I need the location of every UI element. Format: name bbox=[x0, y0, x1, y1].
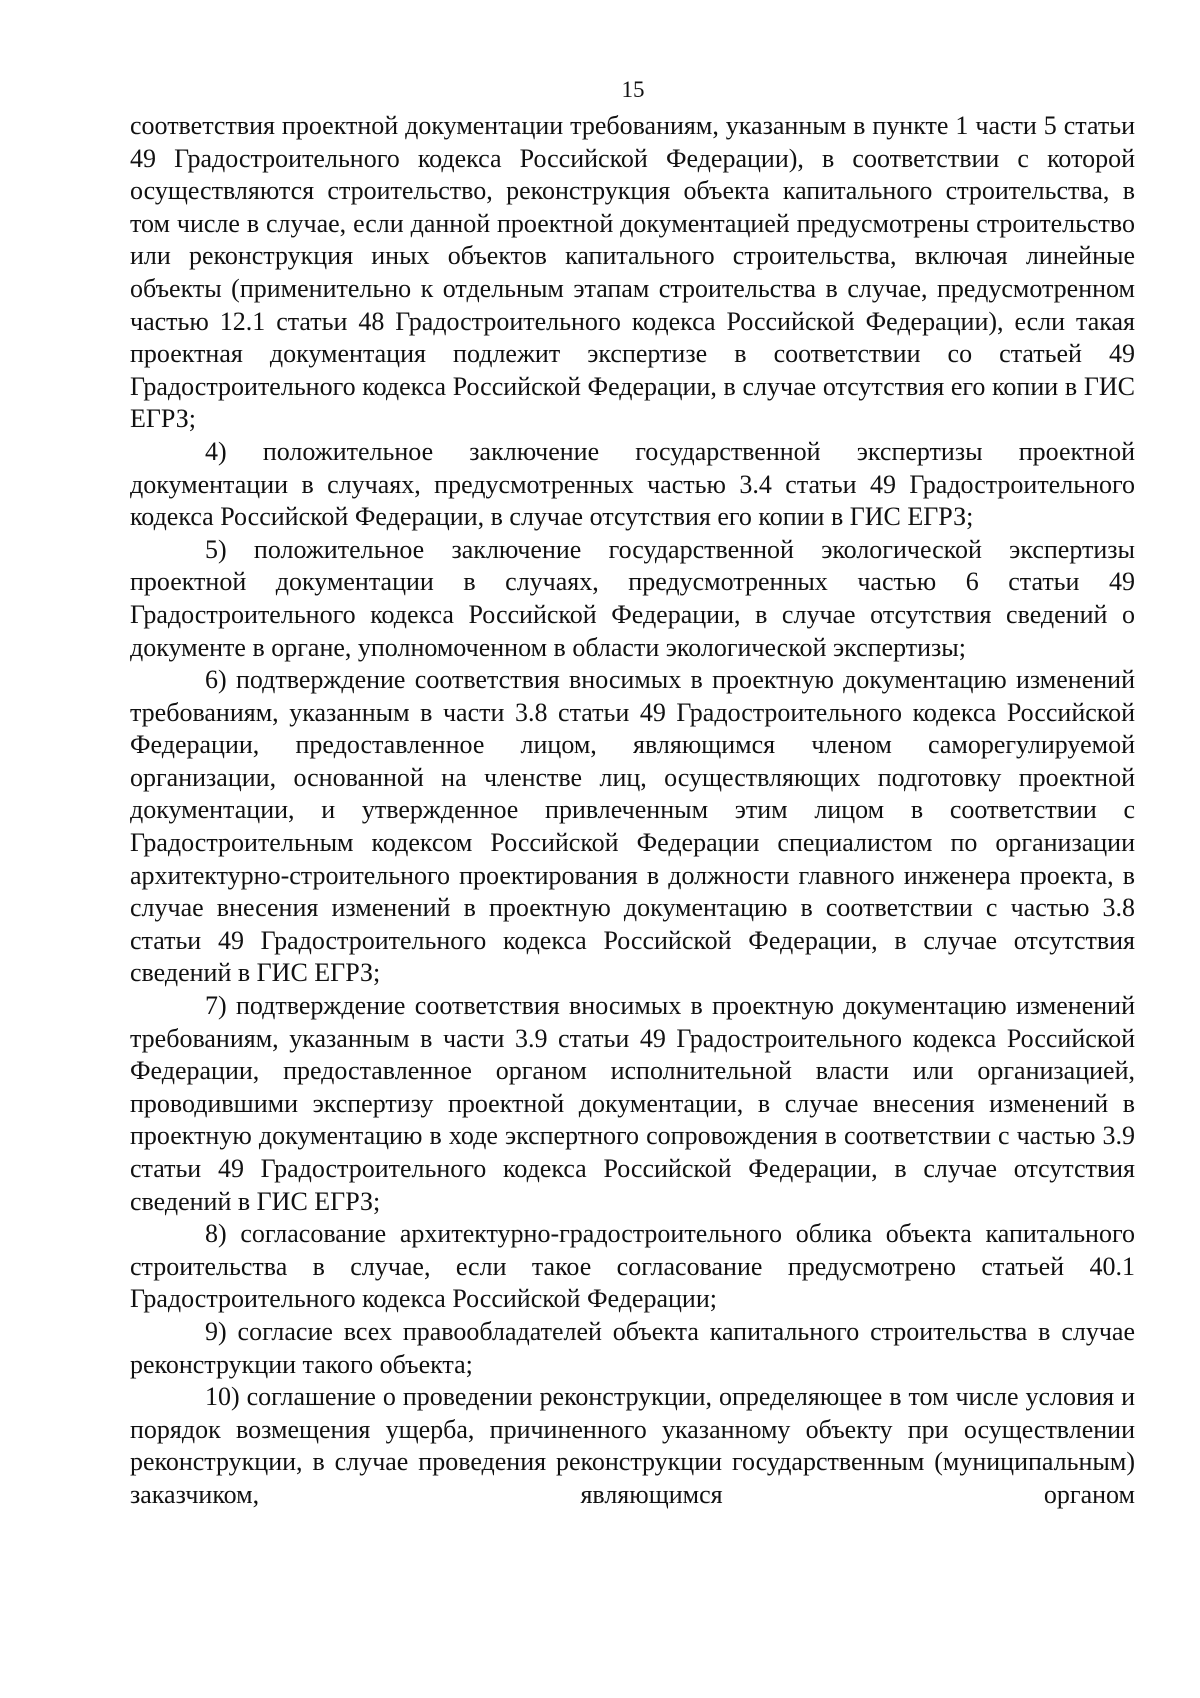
paragraph-continuation: соответствия проектной документации требованиям, указанным в пункте 1 части 5 статьи 49 Градостроительного кодекса Российской Федерации), в соответствии с которой осуществляются строительство, реконструкция объекта капитального строительства, в том числе в случае, если данной проектной документацией предусмотрены строительство или реконструкция иных объектов капитального строительства, включая линейные объекты (применительно к отдельным этапам строительства в случае, предусмотренном частью 12.1 статьи 48 Градостроительного кодекса Российской Федерации), если такая проектная документация подлежит экспертизе в соответствии со статьей 49 Градостроительного кодекса Российской Федерации, в случае отсутствия его копии в ГИС ЕГРЗ; bbox=[130, 111, 1135, 434]
paragraph-item-10: 10) соглашение о проведении реконструкции, определяющее в том числе условия и порядок возмещения ущерба, причиненного указанному объекту при осуществлении реконструкции, в случае проведения реконструкции государственным (муниципальным) заказчиком, являющимся органом bbox=[130, 1382, 1135, 1509]
paragraph-item-8: 8) согласование архитектурно-градостроительного облика объекта капитального строительства в случае, если такое согласование предусмотрено статьей 40.1 Градостроительного кодекса Российской Федерации; bbox=[130, 1219, 1135, 1314]
document-body bbox=[130, 110, 1135, 1512]
paragraph-item-6: 6) подтверждение соответствия вносимых в проектную документацию изменений требованиям, указанным в части 3.8 статьи 49 Градостроительного кодекса Российской Федерации, предоставленное лицом, являющимся членом саморегулируемой организации, основанной на членстве лиц, осуществляющих подготовку проектной документации, и утвержденное привлеченным этим лицом в соответствии с Градостроительным кодексом Российской Федерации специалистом по организации архитектурно-строительного проектирования в должности главного инженера проекта, в случае внесения изменений в проектную документацию в соответствии с частью 3.8 статьи 49 Градостроительного кодекса Российской Федерации, в случае отсутствия сведений в ГИС ЕГРЗ; bbox=[130, 665, 1135, 988]
paragraph-item-5: 5) положительное заключение государственной экологической экспертизы проектной документации в случаях, предусмотренных частью 6 статьи 49 Градостроительного кодекса Российской Федерации, в случае отсутствия сведений о документе в органе, уполномоченном в области экологической экспертизы; bbox=[130, 534, 1135, 662]
paragraph-item-4: 4) положительное заключение государственной экспертизы проектной документации в случаях, предусмотренных частью 3.4 статьи 49 Градостроительного кодекса Российской Федерации, в случае отсутствия его копии в ГИС ЕГРЗ; bbox=[130, 436, 1135, 532]
paragraph-item-9: 9) согласие всех правообладателей объекта капитального строительства в случае реконструкции такого объекта; bbox=[130, 1316, 1135, 1379]
page-number: 15 bbox=[621, 77, 645, 102]
paragraph-item-7: 7) подтверждение соответствия вносимых в проектную документацию изменений требованиям, указанным в части 3.9 статьи 49 Градостроительного кодекса Российской Федерации, предоставленное органом исполнительной власти или организацией, проводившими экспертизу проектной документации, в случае внесения изменений в проектную документацию в ходе экспертного сопровождения в соответствии с частью 3.9 статьи 49 Градостроительного кодекса Российской Федерации, в случае отсутствия сведений в ГИС ЕГРЗ; bbox=[130, 991, 1135, 1216]
